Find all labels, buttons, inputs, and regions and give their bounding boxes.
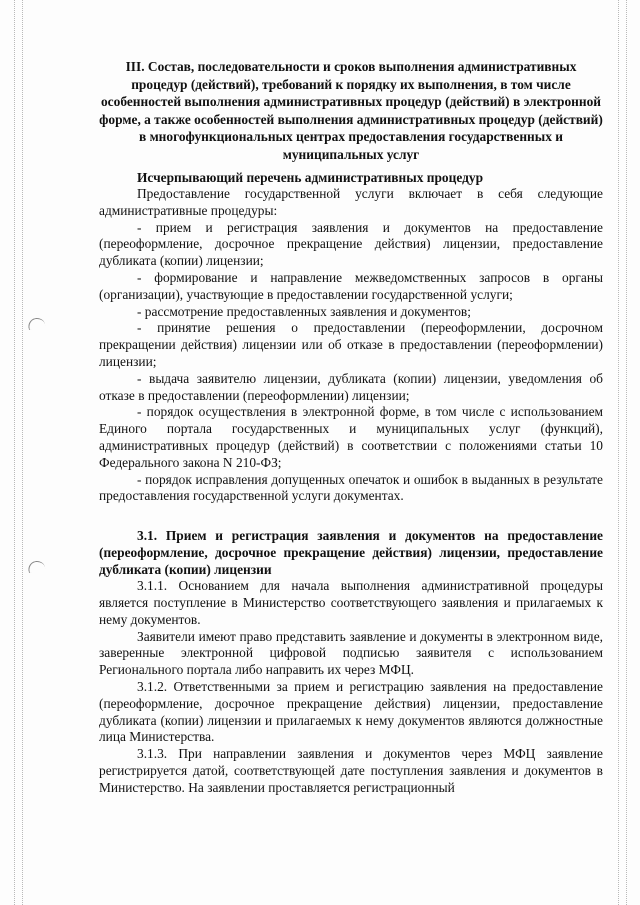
scan-artifact-line bbox=[14, 0, 15, 905]
list-item: - порядок осуществления в электронной форме, в том числе с использованием Единого портала государственных и муниципальных услуг (функций), административных процедур (действий) в соответствии с положениями статьи 10 Федерального закона N 210-ФЗ; bbox=[99, 404, 603, 470]
scan-artifact-line bbox=[626, 0, 627, 905]
paragraph: Заявители имеют право представить заявление и документы в электронном виде, заверенные электронной цифровой подписью заявителя с использованием Регионального портала либо направить их через МФЦ. bbox=[99, 628, 603, 678]
intro-paragraph: Предоставление государственной услуги включает в себя следующие административные процедуры: bbox=[99, 186, 603, 218]
section-title: 3.1. Прием и регистрация заявления и документов на предоставление (переоформление, досрочное прекращение действия) лицензии, предоставление дубликата (копии) лицензии bbox=[99, 528, 603, 578]
punch-hole-mark bbox=[27, 317, 45, 330]
paragraph: 3.1.3. При направлении заявления и документов через МФЦ заявление регистрируется датой, соответствующей дате поступления заявления и документов в Министерство. На заявлении проставляется регистрационный bbox=[99, 746, 603, 795]
list-item: - принятие решения о предоставлении (переоформлении, досрочном прекращении действия) лицензии или об отказе в предоставлении (переоформлении) лицензии; bbox=[99, 320, 603, 369]
list-item: - прием и регистрация заявления и документов на предоставление (переоформление, досрочное прекращение действия) лицензии, предоставление дубликата (копии) лицензии; bbox=[99, 219, 603, 269]
chapter-heading: III. Состав, последовательности и сроков выполнения административных процедур (действий), требований к порядку их выполнения, в том числе особенностей выполнения административных процедур (действий) в электронной форме, а также особенностей выполнения административных процедур (действий) в многофункциональных центрах предоставления государственных и муниципальных услуг bbox=[99, 59, 603, 162]
scan-artifact-line bbox=[618, 0, 619, 905]
scan-artifact-line bbox=[22, 0, 23, 905]
list-item: - формирование и направление межведомственных запросов в органы (организации), участвующие в предоставлении государственной услуги; bbox=[99, 269, 603, 302]
paragraph: 3.1.2. Ответственными за прием и регистрацию заявления на предоставление (переоформление, досрочное прекращение действия) лицензии, предоставление дубликата (копии) лицензии и прилагаемых к нему документов являются должностные лица Министерства. bbox=[99, 678, 603, 745]
list-item: - порядок исправления допущенных опечаток и ошибок в выданных в результате предоставления государственной услуги документах. bbox=[99, 471, 603, 504]
document-body bbox=[99, 58, 603, 797]
list-item: - выдача заявителю лицензии, дубликата (копии) лицензии, уведомления об отказе в предоставлении (переоформлении) лицензии; bbox=[99, 370, 603, 403]
paragraph: 3.1.1. Основанием для начала выполнения административной процедуры является поступление в Министерство соответствующего заявления и прилагаемых к нему документов. bbox=[99, 578, 603, 627]
list-item: - рассмотрение предоставленных заявления и документов; bbox=[137, 303, 471, 319]
subheading: Исчерпывающий перечень административных процедур bbox=[137, 170, 484, 185]
punch-hole-mark bbox=[27, 560, 45, 573]
